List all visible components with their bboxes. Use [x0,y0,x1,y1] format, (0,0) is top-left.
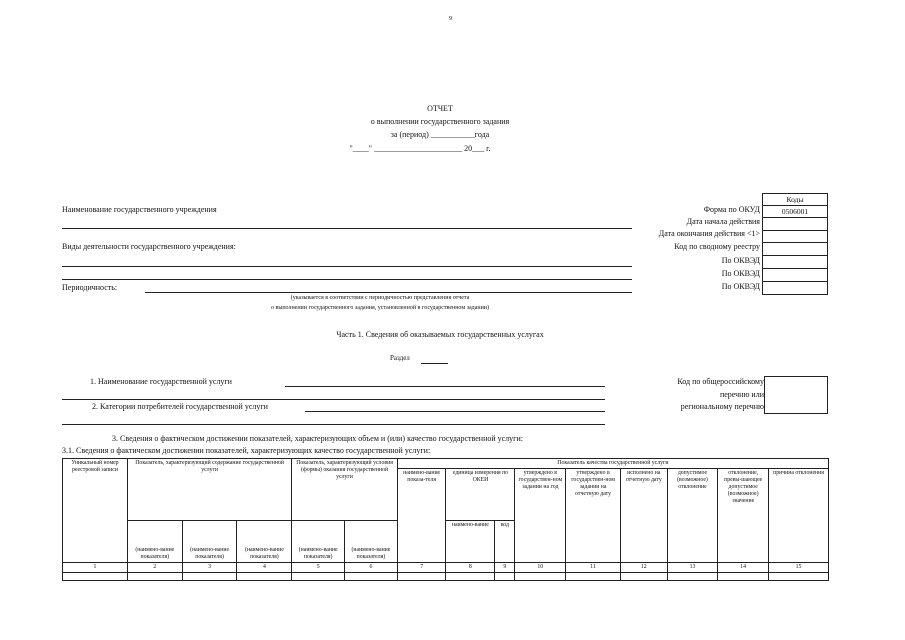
activities-line-1 [62,266,632,267]
col-number: 9 [495,563,515,573]
table-cell [345,573,398,581]
report-title: ОТЧЕТ [427,104,453,113]
th-indicator-name: наимено-вание показа-теля [397,469,446,563]
th-unit-code: код [495,521,515,563]
table-cell [63,573,128,581]
periodicity-line [145,292,632,293]
item31-heading: 3.1. Сведения о фактическом достижении показателей, характеризующих качество государственной услуги: [62,446,431,455]
institution-label: Наименование государственного учреждения [62,205,217,214]
th-exceeding: отклонение, превы-шающее допустимое (возможное) значение [718,469,769,563]
code-label-okved-3: По ОКВЭД [721,282,760,291]
table-cell [182,573,237,581]
institution-line [62,228,632,229]
table-row [63,573,829,581]
code-okved-1-value [763,255,828,268]
col-number: 6 [345,563,398,573]
code-label-okved-1: По ОКВЭД [721,256,760,265]
registry-code-label-3: региональному перечню [680,402,764,411]
th-executed: исполнено на отчетную дату [620,469,667,563]
table-cell [292,573,345,581]
registry-code-box [764,376,828,414]
report-date: "____" ______________________ 20___ г. [349,144,491,153]
section-line [421,363,448,364]
table-cell [515,573,566,581]
codes-box [762,193,828,295]
table-cell [446,573,495,581]
quality-table [62,458,829,581]
activities-line-2 [62,279,632,280]
col-number: 8 [446,563,495,573]
code-label-okved-2: По ОКВЭД [721,269,760,278]
col-number: 12 [620,563,667,573]
part1-heading: Часть 1. Сведения об оказываемых государственных услугах [336,330,544,339]
service-name-line [285,386,605,387]
table-cell [566,573,621,581]
th-quality: Показатель качества государственной услуги [397,459,828,469]
service-name-label: 1. Наименование государственной услуги [90,377,232,386]
table-cell [237,573,292,581]
th-allowed: допустимое (возможное) отклонение [667,469,718,563]
th-unique-number: Уникальный номер реестровой записи [63,459,128,563]
th-sub-6: (наимено-вание показателя) [345,521,398,563]
th-reason: причина отклонения [769,469,829,563]
code-registry-value [763,242,828,255]
col-number: 10 [515,563,566,573]
report-subtitle: о выполнении государственного задания [370,117,510,126]
code-end-value [763,230,828,242]
th-sub-4: (наимено-вание показателя) [237,521,292,563]
service-name-line-2 [62,399,605,400]
th-unit-name: наимено-вание [446,521,495,563]
col-number: 4 [237,563,292,573]
code-label-start: Дата начала действия [686,217,760,226]
page-number: 9 [449,16,452,22]
table-cell [769,573,829,581]
periodicity-note-1: (указывается в соответствии с периодичностью представления отчета [290,295,470,301]
report-period: за (период) ___________года [390,130,490,139]
th-content: Показатель, характеризующий содержание государственной услуги [127,459,291,521]
item3-heading: 3. Сведения о фактическом достижении показателей, характеризующих объем и (или) качество государственной услуги: [112,434,523,443]
th-approved-date: утверждено в государствен-ном задании на отчетную дату [566,469,621,563]
code-okved-3-value [763,281,828,294]
code-start-value [763,218,828,230]
code-label-end: Дата окончания действия <1> [658,229,760,238]
col-number: 2 [127,563,182,573]
col-number: 13 [667,563,718,573]
codes-header: Коды [763,194,828,206]
table-cell [718,573,769,581]
table-cell [397,573,446,581]
col-number: 11 [566,563,621,573]
table-cell [620,573,667,581]
code-label-registry: Код по сводному реестру [674,242,760,251]
section-label: Раздел [390,354,410,362]
consumers-label: 2. Категории потребителей государственной услуги [92,402,268,411]
col-number: 15 [769,563,829,573]
th-unit: единица измерения по ОКЕИ [446,469,515,521]
code-label-okud: Форма по ОКУД [703,205,760,214]
col-number: 7 [397,563,446,573]
table-number-row [63,563,829,573]
consumers-line-2 [62,424,605,425]
col-number: 3 [182,563,237,573]
table-cell [495,573,515,581]
th-conditions: Показатель, характеризующий условия (формы) оказания государственной услуги [292,459,398,521]
registry-code-label-2: перечню или [719,390,764,399]
consumers-line [305,411,605,412]
table-cell [667,573,718,581]
col-number: 5 [292,563,345,573]
col-number: 1 [63,563,128,573]
code-okud-value: 0506001 [763,206,828,218]
code-okved-2-value [763,268,828,281]
th-sub-5: (наимено-вание показателя) [292,521,345,563]
th-approved-year: утверждено в государствен-ном задании на год [515,469,566,563]
periodicity-label: Периодичность: [62,283,118,292]
periodicity-note-2: о выполнении государственного задания, установленной в государственном задании) [270,305,489,311]
table-cell [127,573,182,581]
th-sub-3: (наимено-вание показателя) [182,521,237,563]
registry-code-label-1: Код по общероссийскому [677,377,764,386]
th-sub-2: (наимено-вание показателя) [127,521,182,563]
col-number: 14 [718,563,769,573]
activities-label: Виды деятельности государственного учреждения: [62,242,236,251]
